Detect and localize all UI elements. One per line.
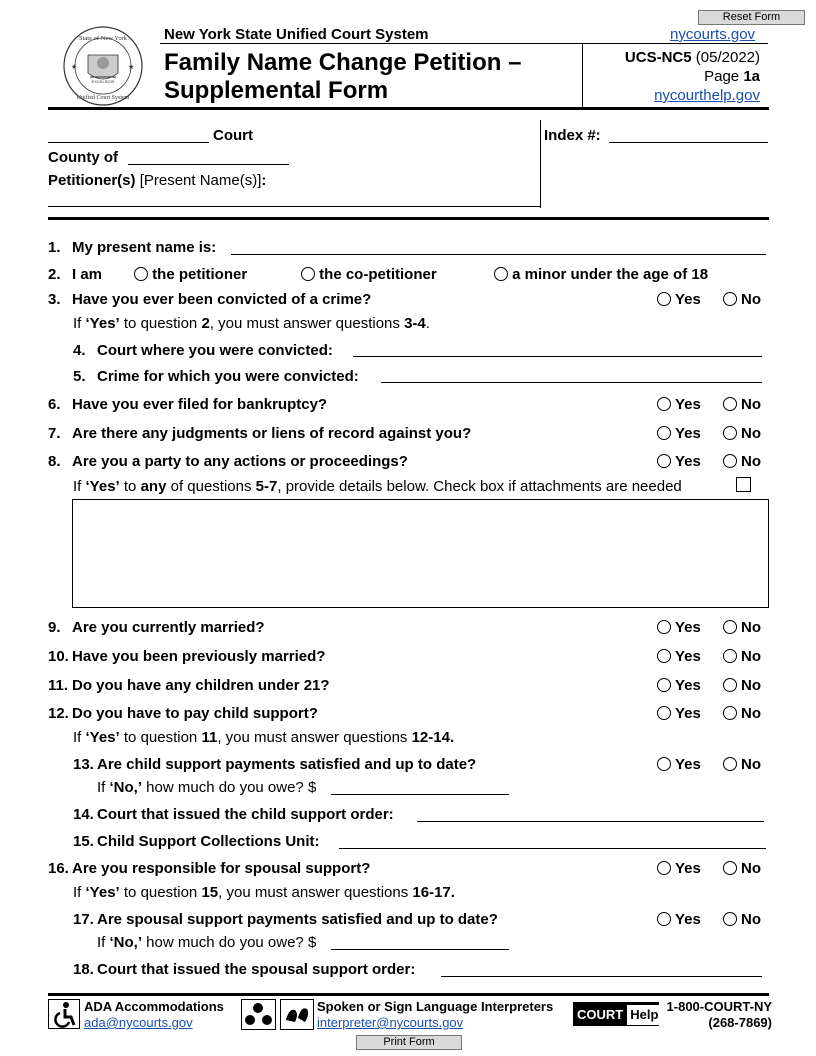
q6-yes-radio[interactable] xyxy=(657,397,671,411)
details-textarea[interactable] xyxy=(72,499,769,608)
question-3: 3. Have you ever been convicted of a crime? xyxy=(48,291,372,308)
co-petitioner-option-label: the co-petitioner xyxy=(319,266,437,283)
petitioner-radio[interactable] xyxy=(134,267,148,281)
print-form-button[interactable]: Print Form xyxy=(356,1035,462,1050)
crime-field[interactable] xyxy=(381,382,762,383)
question-2: 2. I am xyxy=(48,266,103,283)
q13-yes-radio[interactable] xyxy=(657,757,671,771)
q3-yes-radio[interactable] xyxy=(657,292,671,306)
q10-yes-radio[interactable] xyxy=(657,649,671,663)
minor-radio[interactable] xyxy=(494,267,508,281)
help-link[interactable]: nycourthelp.gov xyxy=(654,87,760,104)
q16-yes-radio[interactable] xyxy=(657,861,671,875)
q11-yes-radio[interactable] xyxy=(657,678,671,692)
question-4: 4. Court where you were convicted: xyxy=(73,342,333,359)
interpreter-icon xyxy=(241,999,276,1030)
q7-no-radio[interactable] xyxy=(723,426,737,440)
q8-no-radio[interactable] xyxy=(723,454,737,468)
attachments-checkbox[interactable] xyxy=(736,477,751,492)
q12-yes-radio[interactable] xyxy=(657,706,671,720)
conviction-court-field[interactable] xyxy=(353,356,762,357)
question-16-note: If ‘Yes’ to question 15, you must answer questions 16-17. xyxy=(73,884,455,901)
sign-language-icon xyxy=(280,999,314,1030)
q8-yes-radio[interactable] xyxy=(657,454,671,468)
q12-no-radio[interactable] xyxy=(723,706,737,720)
q3-no-radio[interactable] xyxy=(723,292,737,306)
spousal-support-court-field[interactable] xyxy=(441,976,762,977)
q11-no-radio[interactable] xyxy=(723,678,737,692)
q9-yes-radio[interactable] xyxy=(657,620,671,634)
svg-text:EXCELSIOR: EXCELSIOR xyxy=(91,79,115,84)
svg-text:★: ★ xyxy=(71,64,78,71)
reset-form-button[interactable]: Reset Form xyxy=(698,10,805,25)
q17-no-radio[interactable] xyxy=(723,912,737,926)
county-label: County of xyxy=(48,149,118,166)
svg-text:State of New York: State of New York xyxy=(78,35,128,42)
interpreter-email-link[interactable]: interpreter@nycourts.gov xyxy=(317,1015,464,1030)
question-7: 7. Are there any judgments or liens of record against you? xyxy=(48,425,472,442)
nys-court-seal-icon xyxy=(62,25,144,107)
q6-no-radio[interactable] xyxy=(723,397,737,411)
question-18: 18. Court that issued the spousal support order: xyxy=(73,961,416,978)
ada-icon xyxy=(48,999,80,1029)
court-help-logo: COURT Help xyxy=(573,1002,659,1026)
petitioner-option-label: the petitioner xyxy=(152,266,248,283)
q10-no-radio[interactable] xyxy=(723,649,737,663)
question-16: 16. Are you responsible for spousal support? xyxy=(48,860,371,877)
interpreter-title: Spoken or Sign Language Interpreters xyxy=(317,999,554,1014)
question-6: 6. Have you ever filed for bankruptcy? xyxy=(48,396,328,413)
question-13-note: If ‘No,’ how much do you owe? $ xyxy=(97,779,317,796)
court-label: Court xyxy=(213,127,253,144)
question-12: 12. Do you have to pay child support? xyxy=(48,705,318,722)
question-9: 9. Are you currently married? xyxy=(48,619,265,636)
collections-unit-field[interactable] xyxy=(339,848,766,849)
index-field[interactable] xyxy=(609,142,768,143)
child-support-owed-field[interactable] xyxy=(331,794,509,795)
question-13: 13. Are child support payments satisfied and up to date? xyxy=(73,756,477,773)
q9-no-radio[interactable] xyxy=(723,620,737,634)
petitioner-label: Petitioner(s) [Present Name(s)]: xyxy=(48,172,267,189)
q16-no-radio[interactable] xyxy=(723,861,737,875)
question-10: 10. Have you been previously married? xyxy=(48,648,326,665)
q7-yes-radio[interactable] xyxy=(657,426,671,440)
co-petitioner-radio[interactable] xyxy=(301,267,315,281)
present-name-field[interactable] xyxy=(231,254,766,255)
petitioner-name-field[interactable] xyxy=(48,206,540,207)
form-title-line2: Supplemental Form xyxy=(164,77,389,104)
phone-number: 1-800-COURT-NY xyxy=(666,999,772,1014)
question-14: 14. Court that issued the child support order: xyxy=(73,806,394,823)
question-1: 1. My present name is: xyxy=(48,239,217,256)
question-17: 17. Are spousal support payments satisfied and up to date? xyxy=(73,911,498,928)
question-11: 11. Do you have any children under 21? xyxy=(48,677,330,694)
q17-yes-radio[interactable] xyxy=(657,912,671,926)
index-label: Index #: xyxy=(544,127,601,144)
minor-option-label: a minor under the age of 18 xyxy=(512,266,709,283)
spousal-support-owed-field[interactable] xyxy=(331,949,509,950)
question-15: 15. Child Support Collections Unit: xyxy=(73,833,320,850)
site-link[interactable]: nycourts.gov xyxy=(670,26,756,43)
ada-email-link[interactable]: ada@nycourts.gov xyxy=(84,1015,193,1030)
svg-text:Unified Court System: Unified Court System xyxy=(76,95,130,101)
page-number: Page 1a xyxy=(704,68,760,85)
q13-no-radio[interactable] xyxy=(723,757,737,771)
question-3-note: If ‘Yes’ to question 2, you must answer questions 3-4. xyxy=(73,315,430,332)
ada-title: ADA Accommodations xyxy=(84,999,224,1014)
county-field[interactable] xyxy=(128,164,289,165)
svg-text:★: ★ xyxy=(128,64,135,71)
org-name: New York State Unified Court System xyxy=(164,26,429,43)
phone-digits: (268-7869) xyxy=(708,1015,772,1030)
child-support-court-field[interactable] xyxy=(417,821,764,822)
form-title-line1: Family Name Change Petition – xyxy=(164,49,522,76)
form-code: UCS-NC5 (05/2022) xyxy=(624,49,760,66)
question-17-note: If ‘No,’ how much do you owe? $ xyxy=(97,934,317,951)
question-12-note: If ‘Yes’ to question 11, you must answer questions 12-14. xyxy=(73,729,455,746)
question-5: 5. Crime for which you were convicted: xyxy=(73,368,359,385)
question-8: 8. Are you a party to any actions or proceedings? xyxy=(48,453,408,470)
question-8-note: If ‘Yes’ to any of questions 5-7, provide details below. Check box if attachments are needed xyxy=(73,478,682,495)
